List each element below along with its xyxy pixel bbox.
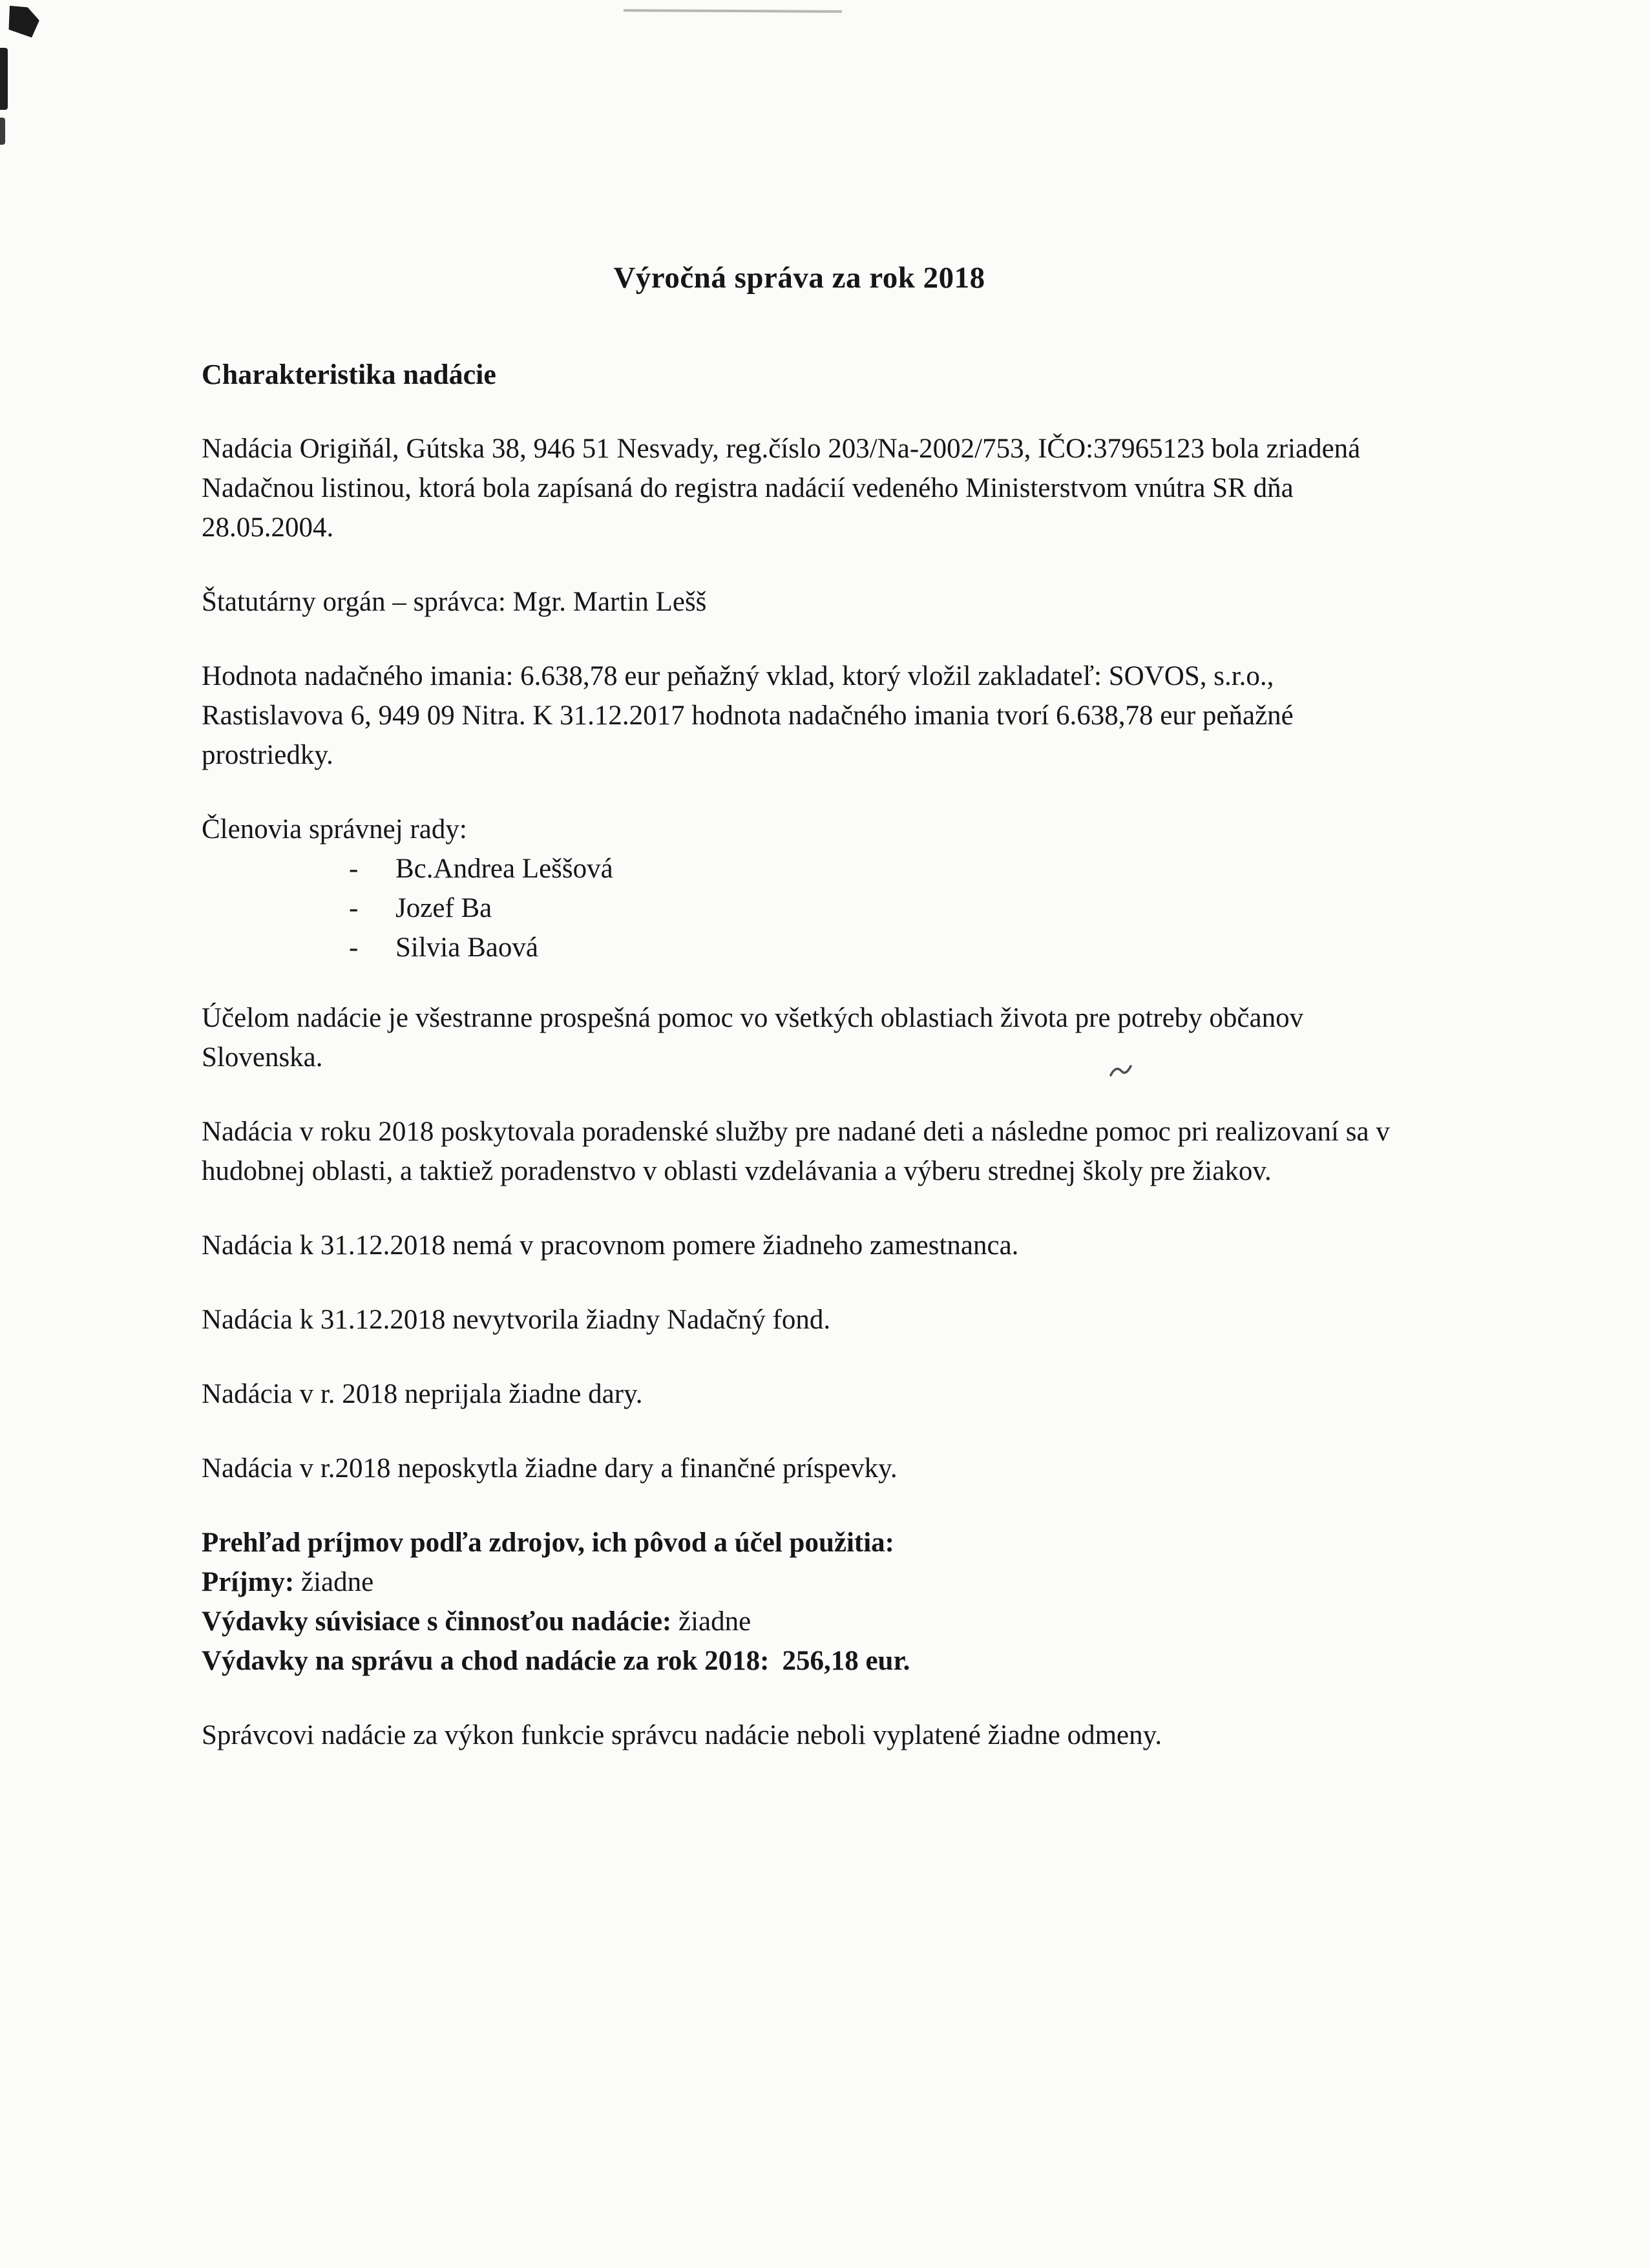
board-member-name: Bc.Andrea Leššová: [395, 854, 613, 884]
income-expense-summary: [202, 1523, 1397, 1681]
dash-bullet: -: [349, 854, 359, 884]
board-member: [349, 888, 1397, 928]
dash-bullet: -: [349, 932, 359, 963]
board-member: [349, 849, 1397, 888]
paragraph-employees: Nadácia k 31.12.2018 nemá v pracovnom pomere žiadneho zamestnanca.: [202, 1230, 1019, 1261]
paragraph-endowment: Hodnota nadačného imania: 6.638,78 eur peňažný vklad, ktorý vložil zakladateľ: SOVOS, s.r.o., Rastislavova 6, 949 09 Nitra. K 31.12.2017 hodnota nadačného imania tvorí 6.638,78 eur peňažné prostriedky.: [202, 661, 1294, 770]
dash-bullet: -: [349, 893, 359, 923]
document-title: Výročná správa za rok 2018: [613, 261, 985, 295]
summary-heading: Prehľad príjmov podľa zdrojov, ich pôvod a účel použitia:: [202, 1528, 894, 1558]
income-label: Príjmy:: [202, 1567, 295, 1597]
paragraph-statutory: Štatutárny orgán – správca: Mgr. Martin Lešš: [202, 587, 707, 617]
scan-artifact-top-line: [624, 9, 842, 13]
scan-artifact-corner-blob: [3, 3, 41, 39]
summary-expenses-admin-line: [202, 1641, 1397, 1681]
summary-income-line: [202, 1562, 1397, 1602]
expenses-activity-value: žiadne: [678, 1606, 751, 1637]
paragraph-gifts-received: Nadácia v r. 2018 neprijala žiadne dary.: [202, 1379, 643, 1409]
paragraph-intro: Nadácia Origiňál, Gútska 38, 946 51 Nesvady, reg.číslo 203/Na-2002/753, IČO:37965123 bola zriadená Nadačnou listinou, ktorá bola zapísaná do registra nadácií vedeného Ministerstvom vnútra SR dňa 28.05.2004.: [202, 434, 1361, 543]
summary-expenses-activity-line: [202, 1602, 1397, 1641]
expenses-activity-label: Výdavky súvisiace s činnosťou nadácie:: [202, 1606, 672, 1637]
income-value: žiadne: [301, 1567, 374, 1597]
paragraph-services: Nadácia v roku 2018 poskytovala poradenské služby pre nadané deti a následne pomoc pri realizovaní sa v hudobnej oblasti, a taktiež poradenstvo v oblasti vzdelávania a výberu strednej školy pre žiakov.: [202, 1117, 1390, 1186]
board-members-list: [202, 849, 1397, 967]
pen-mark-icon: [1108, 1061, 1137, 1080]
paragraph-fund: Nadácia k 31.12.2018 nevytvorila žiadny Nadačný fond.: [202, 1305, 831, 1335]
board-members-label: Členovia správnej rady:: [202, 814, 467, 845]
paragraph-remuneration: Správcovi nadácie za výkon funkcie správcu nadácie neboli vyplatené žiadne odmeny.: [202, 1720, 1162, 1750]
expenses-admin-value: 256,18 eur.: [782, 1646, 910, 1676]
board-member-name: Silvia Baová: [395, 932, 538, 963]
board-member: [349, 928, 1397, 967]
section-heading: Charakteristika nadácie: [202, 359, 496, 390]
scan-artifact-edge-mark: [0, 48, 8, 110]
paragraph-purpose: Účelom nadácie je všestranne prospešná pomoc vo všetkých oblastiach života pre potreby občanov Slovenska.: [202, 1003, 1304, 1073]
expenses-admin-label: Výdavky na správu a chod nadácie za rok 2018:: [202, 1646, 770, 1676]
board-member-name: Jozef Ba: [395, 893, 492, 923]
scan-artifact-edge-mark-small: [0, 118, 5, 145]
paragraph-gifts-given: Nadácia v r.2018 neposkytla žiadne dary a finančné príspevky.: [202, 1453, 898, 1484]
